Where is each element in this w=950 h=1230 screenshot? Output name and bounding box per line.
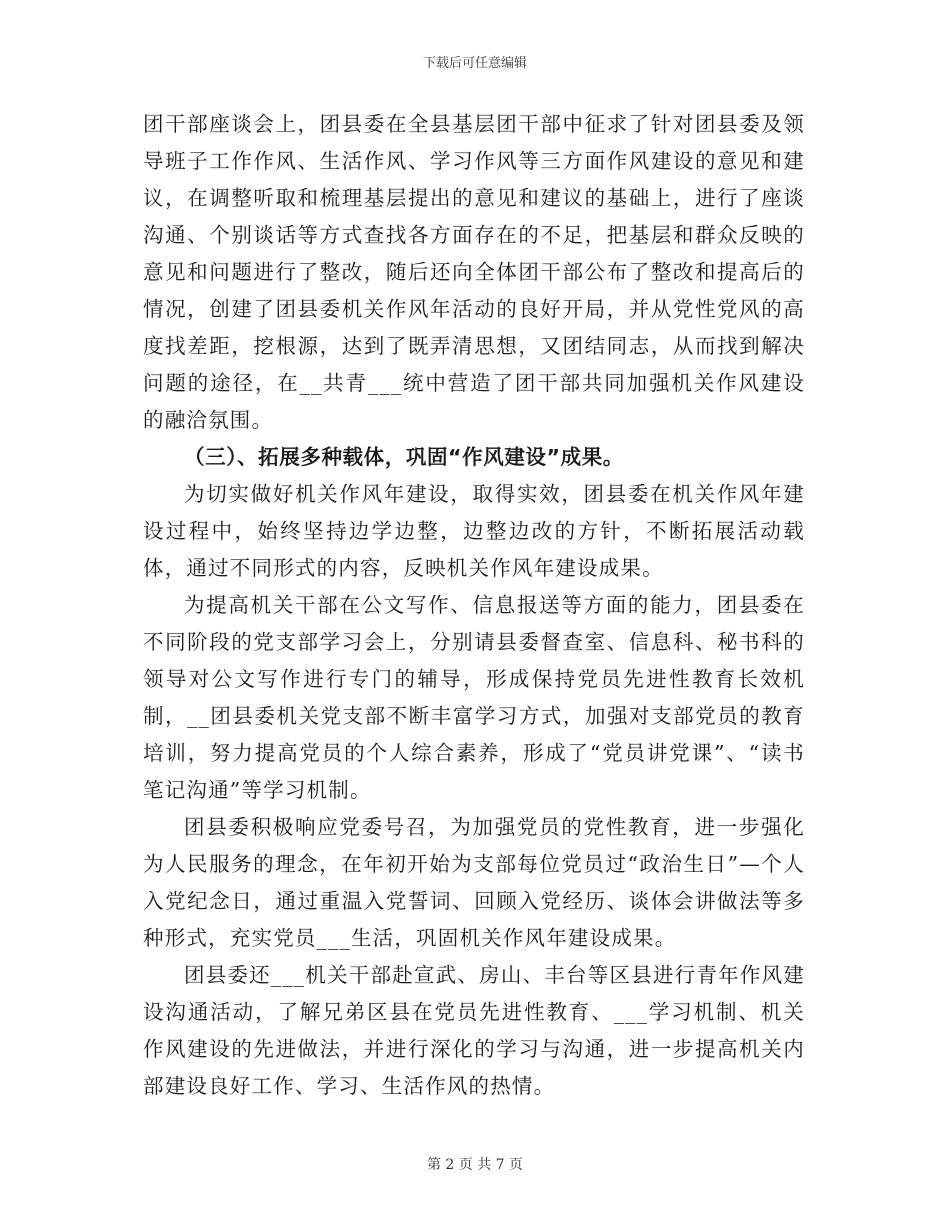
- paragraph-5: 团县委还___机关干部赴宣武、房山、丰台等区县进行青年作风建设沟通活动，了解兄弟区县在党员先进性教育、___学习机制、机关作风建设的先进做法，并进行深化的学习与沟通，进一步提高机关内部建设良好工作、学习、生活作风的热情。: [143, 963, 805, 1098]
- page-footer: 第 2 页 共 7 页: [426, 1157, 524, 1173]
- page-header: 下载后可任意编辑: [422, 56, 527, 71]
- section-heading-3: （三）、拓展多种载体，巩固“作风建设”成果。: [184, 445, 624, 469]
- paragraph-2: 为切实做好机关作风年建设，取得实效，团县委在机关作风年建设过程中，始终坚持边学边整，边整边改的方针，不断拓展活动载体，通过不同形式的内容，反映机关作风年建设成果。: [143, 482, 805, 580]
- paragraph-3: 为提高机关干部在公文写作、信息报送等方面的能力，团县委在不同阶段的党支部学习会上，分别请县委督查室、信息科、秘书科的领导对公文写作进行专门的辅导，形成保持党员先进性教育长效机制，__团县委机关党支部不断丰富学习方式，加强对支部党员的教育培训，努力提高党员的个人综合素养，形成了“党员讲党课”、“读书笔记沟通”等学习机制。: [143, 593, 805, 802]
- document-body: [143, 106, 805, 1105]
- paragraph-1: 团干部座谈会上，团县委在全县基层团干部中征求了针对团县委及领导班子工作作风、生活作风、学习作风等三方面作风建设的意见和建议，在调整听取和梳理基层提出的意见和建议的基础上，进行了座谈沟通、个别谈话等方式查找各方面存在的不足，把基层和群众反映的意见和问题进行了整改，随后还向全体团干部公布了整改和提高后的情况，创建了团县委机关作风年活动的良好开局，并从党性党风的高度找差距，挖根源，达到了既弄清思想，又团结同志，从而找到解决问题的途径，在__共青___统中营造了团干部共同加强机关作风建设的融洽氛围。: [143, 112, 805, 432]
- paragraph-4: 团县委积极响应党委号召，为加强党员的党性教育，进一步强化为人民服务的理念，在年初开始为支部每位党员过“政治生日”—个人入党纪念日，通过重温入党誓词、回顾入党经历、谈体会讲做法等多种形式，充实党员___生活，巩固机关作风年建设成果。: [143, 815, 805, 950]
